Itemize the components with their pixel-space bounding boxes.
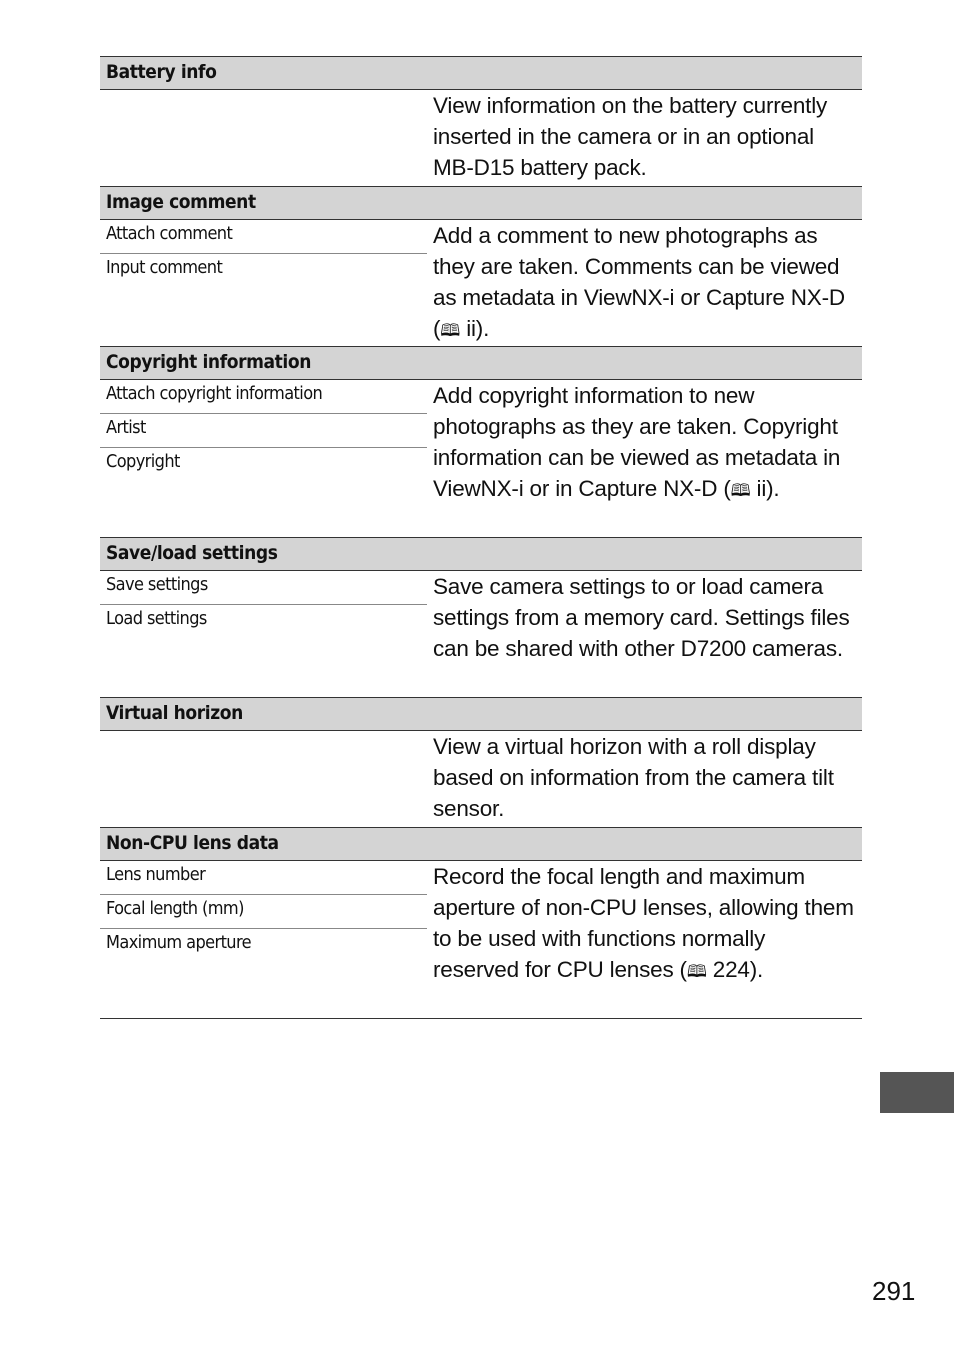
section-title-save-load-settings: Save/load settings [100, 538, 862, 571]
item-column [100, 571, 427, 697]
settings-table [100, 56, 862, 1019]
item-save-settings: Save settings [100, 571, 427, 605]
section-description [427, 380, 862, 537]
section-description: View a virtual horizon with a roll display based on information from the camera tilt sensor. [433, 734, 834, 821]
section-description: Save camera settings to or load camera settings from a memory card. Settings files can be shared with other D7200 cameras. [433, 574, 850, 661]
section-description [427, 220, 862, 346]
section-body-virtual-horizon [100, 731, 862, 828]
description-text: Add copyright information to new photographs as they are taken. Copyright information can be viewed as metadata in ViewNX-i or in Capture NX-D ( [433, 383, 841, 501]
item-copyright: Copyright [106, 451, 180, 472]
section-description: View information on the battery currently inserted in the camera or in an optional MB-D15 battery pack. [433, 93, 828, 180]
book-reference-icon: 🕮 [730, 481, 751, 501]
section-title-virtual-horizon: Virtual horizon [100, 698, 862, 731]
item-artist: Artist [100, 414, 427, 448]
item-focal-length: Focal length (mm) [100, 895, 427, 929]
item-attach-copyright-information: Attach copyright information [100, 380, 427, 414]
section-description [427, 861, 862, 1018]
section-title-image-comment: Image comment [100, 187, 862, 220]
item-lens-number: Lens number [100, 861, 427, 895]
item-column [100, 731, 427, 827]
page-number: 291 [872, 1276, 916, 1306]
item-attach-comment: Attach comment [100, 220, 427, 254]
item-column [100, 861, 427, 1018]
item-column [100, 90, 427, 186]
section-body-battery-info [100, 90, 862, 187]
page-reference: 224). [712, 957, 764, 982]
section-body-non-cpu-lens-data [100, 861, 862, 1019]
section-body-copyright-information [100, 380, 862, 538]
chapter-thumb-tab [880, 1072, 954, 1113]
description-text: Record the focal length and maximum aperture of non-CPU lenses, allowing them to be used with functions normally reserved for CPU lenses ( [433, 864, 854, 982]
item-column [100, 220, 427, 346]
page-reference: ii). [466, 316, 490, 341]
section-body-image-comment [100, 220, 862, 347]
page-reference: ii). [756, 476, 780, 501]
description-text: Add a comment to new photographs as they are taken. Comments can be viewed as metadata in ViewNX-i or Capture NX-D ( [433, 223, 845, 341]
item-maximum-aperture: Maximum aperture [106, 932, 251, 953]
item-load-settings: Load settings [106, 608, 207, 629]
section-body-save-load-settings [100, 571, 862, 698]
item-column [100, 380, 427, 537]
item-input-comment: Input comment [106, 257, 223, 278]
book-reference-icon: 🕮 [440, 321, 461, 341]
section-title-copyright-information: Copyright information [100, 347, 862, 380]
section-title-non-cpu-lens-data: Non-CPU lens data [100, 828, 862, 861]
book-reference-icon: 🕮 [686, 962, 707, 982]
section-title-battery-info: Battery info [100, 57, 862, 90]
